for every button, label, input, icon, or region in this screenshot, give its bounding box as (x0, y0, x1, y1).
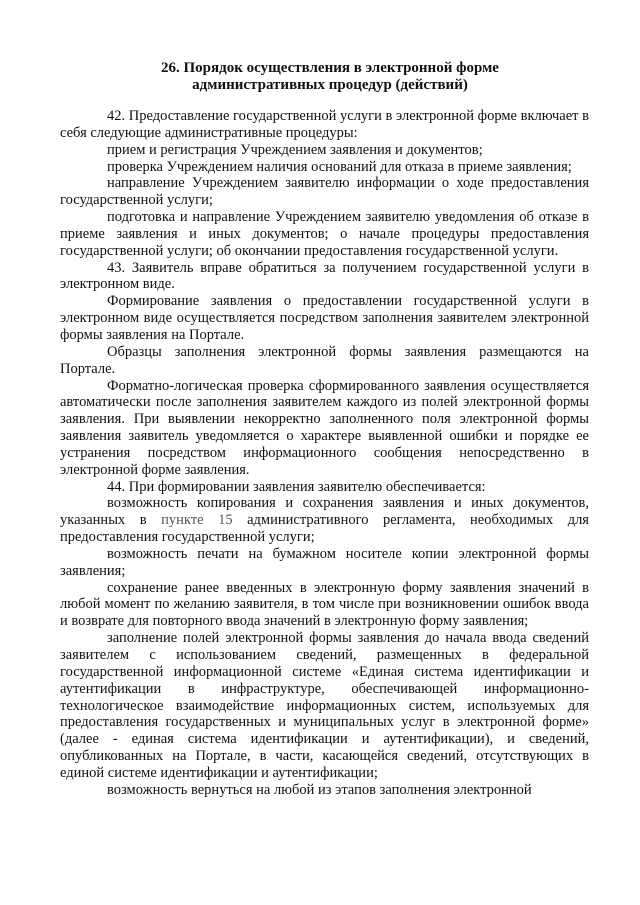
section-title (60, 60, 600, 94)
clause-15-link[interactable]: пункте 15 (161, 512, 233, 529)
paragraph-item: заполнение полей электронной формы заявления до начала ввода сведений заявителем с использованием сведений, размещенных в федеральной государственной информационной системе «Единая система идентификации и аутентификации в инфраструктуре, обеспечивающей информационно-технологическое взаимодействие информационных систем, используемых для предоставления государственных и муниципальных услуг в электронной форме» (далее - единая система идентификации и аутентификации), и сведений, опубликованных на Портале, в части, касающейся сведений, отсутствующих в единой системе идентификации и аутентификации; (60, 630, 589, 781)
paragraph-text: административного регламента, необходимых для предоставления государственной услуги; (60, 512, 589, 546)
paragraph-42: 42. Предоставление государственной услуги в электронной форме включает в себя следующие административные процедуры: (60, 108, 589, 141)
paragraph-44: 44. При формировании заявления заявителю обеспечивается: (107, 478, 486, 495)
paragraph-43: 43. Заявитель вправе обратиться за получением государственной услуги в электронном виде. (60, 259, 589, 293)
paragraph-item: Форматно-логическая проверка сформированного заявления осуществляется автоматически после заполнения заявителем каждого из полей электронной формы заявления. При выявлении некорректно заполненного поля электронной формы заявления заявитель уведомляется о характере выявленной ошибки и порядке ее устранения посредством информационного сообщения непосредственно в электронной форме заявления. (60, 377, 589, 478)
paragraph-item: проверка Учреждением наличия оснований для отказа в приеме заявления; (107, 158, 572, 175)
section-title-line-2: административных процедур (действий) (192, 77, 468, 93)
paragraph-item: направление Учреждением заявителю информации о ходе предоставления государственной услуги; (60, 175, 589, 209)
paragraph-item (60, 495, 589, 546)
paragraph-item: возможность печати на бумажном носителе копии электронной формы заявления; (60, 545, 589, 579)
paragraph-item: подготовка и направление Учреждением заявителю уведомления об отказе в приеме заявления и иных документов; о начале процедуры предоставления государственной услуги; об окончании предоставления государственной услуги. (60, 209, 589, 259)
paragraph-item: сохранение ранее введенных в электронную форму заявления значений в любой момент по желанию заявителя, в том числе при возникновении ошибок ввода и возврате для повторного ввода значений в электронную форму заявления; (60, 579, 589, 630)
paragraph-item: Формирование заявления о предоставлении государственной услуги в электронном виде осуществляется посредством заполнения заявителем электронной формы заявления на Портале. (60, 293, 589, 343)
paragraph-item: прием и регистрация Учреждением заявления и документов; (107, 141, 483, 158)
paragraph-item: Образцы заполнения электронной формы заявления размещаются на Портале. (60, 343, 589, 377)
paragraph-text: возможность копирования и сохранения заявления и иных документов, указанных в (60, 495, 589, 529)
paragraph-item: возможность вернуться на любой из этапов заполнения электронной (107, 781, 532, 798)
section-title-line-1: 26. Порядок осуществления в электронной форме (161, 60, 499, 76)
document-body (60, 108, 589, 799)
